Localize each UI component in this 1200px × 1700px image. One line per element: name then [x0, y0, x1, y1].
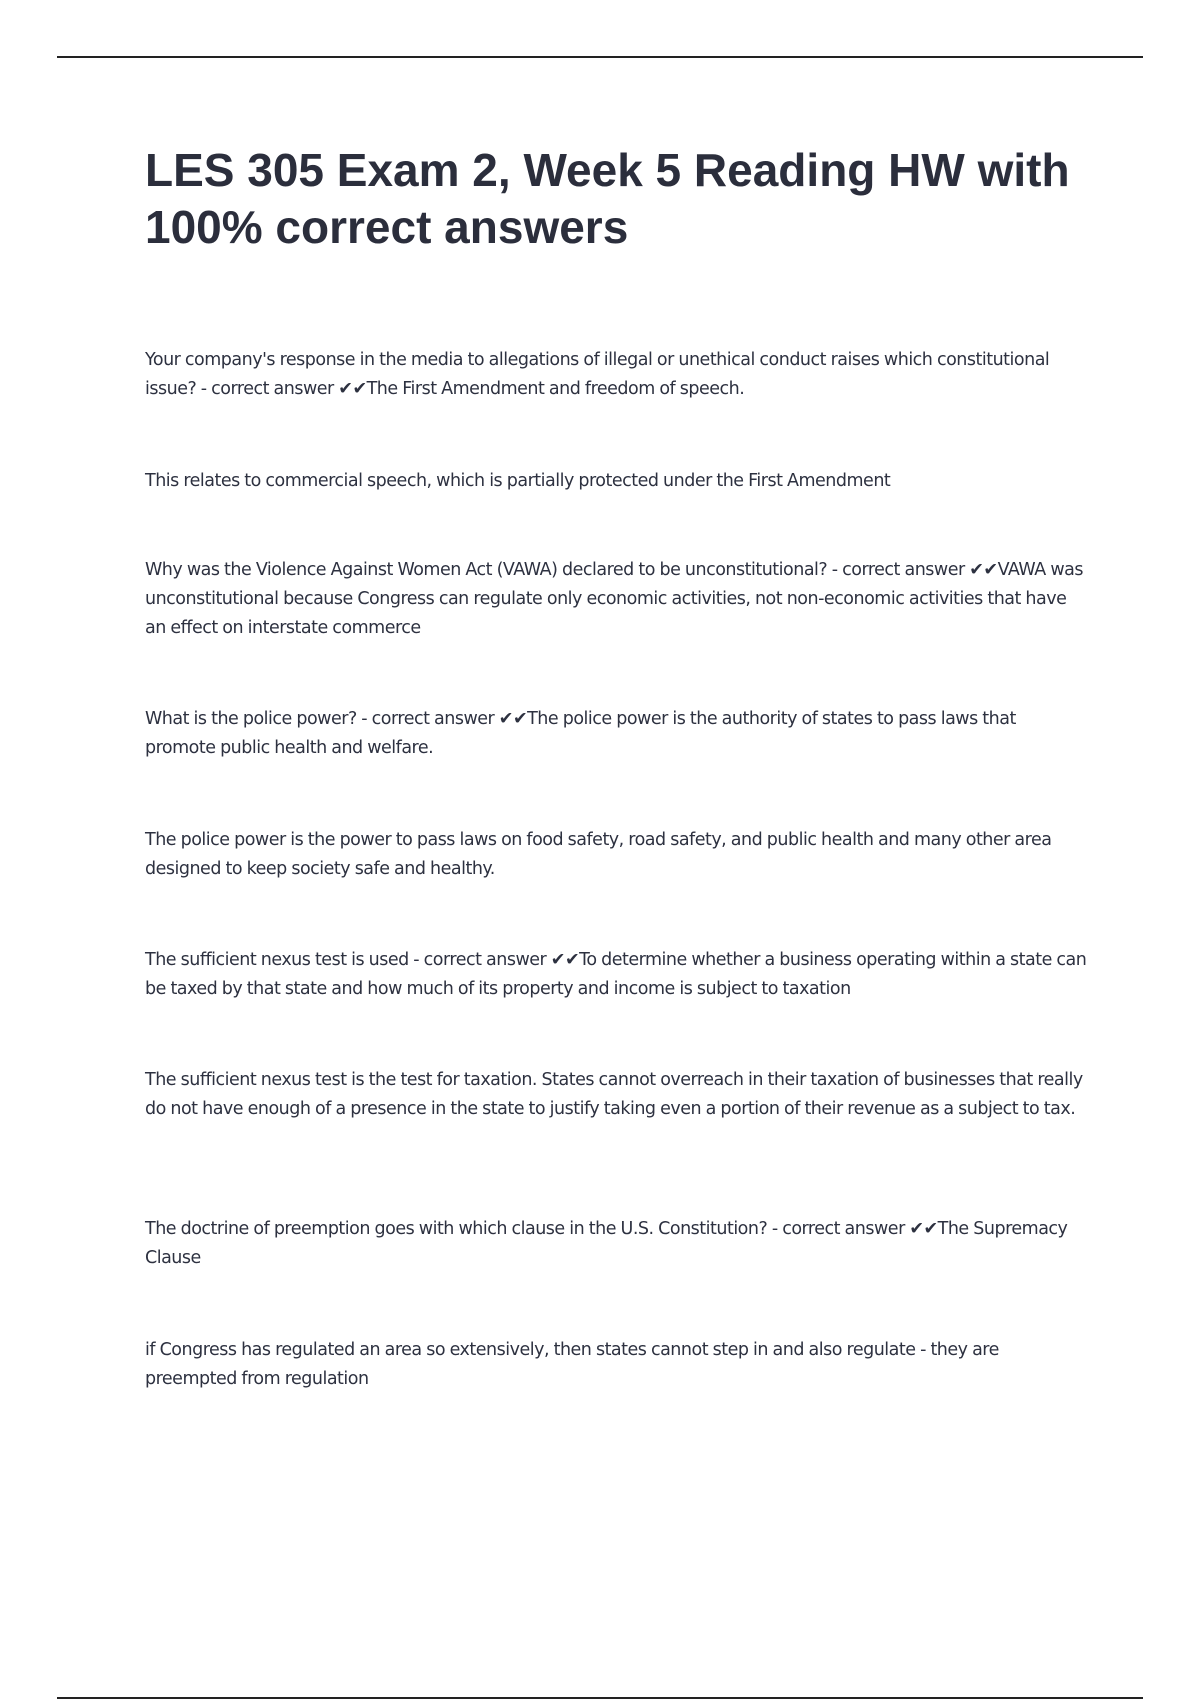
page-title: LES 305 Exam 2, Week 5 Reading HW with 100% correct answers [145, 144, 1070, 253]
paragraph-6: The sufficient nexus test is used - correct answer ✔✔To determine whether a business operating within a state can be taxed by that state and how much of its property and income is subject to taxation [145, 950, 1087, 999]
top-rule [57, 56, 1143, 58]
paragraph-4: What is the police power? - correct answer ✔✔The police power is the authority of states to pass laws that promote public health and welfare. [145, 709, 1016, 758]
paragraph-7: The sufficient nexus test is the test for taxation. States cannot overreach in their taxation of businesses that really do not have enough of a presence in the state to justify taking even a portion of their revenue as a subject to tax. [145, 1070, 1083, 1119]
paragraph-8: The doctrine of preemption goes with which clause in the U.S. Constitution? - correct answer ✔✔The Supremacy Clause [145, 1219, 1068, 1268]
paragraph-2: This relates to commercial speech, which is partially protected under the First Amendment [145, 471, 891, 491]
paragraph-5: The police power is the power to pass laws on food safety, road safety, and public health and many other area designed to keep society safe and healthy. [145, 830, 1052, 879]
paragraph-3: Why was the Violence Against Women Act (VAWA) declared to be unconstitutional? - correct answer ✔✔VAWA was unconstitutional because Congress can regulate only economic activities, not non-economic activities that have an effect on interstate commerce [145, 560, 1083, 638]
bottom-rule [57, 1697, 1143, 1699]
paragraph-9: if Congress has regulated an area so extensively, then states cannot step in and also regulate - they are preempted from regulation [145, 1340, 999, 1389]
paragraph-1: Your company's response in the media to allegations of illegal or unethical conduct raises which constitutional issue? - correct answer ✔✔The First Amendment and freedom of speech. [145, 350, 1050, 399]
